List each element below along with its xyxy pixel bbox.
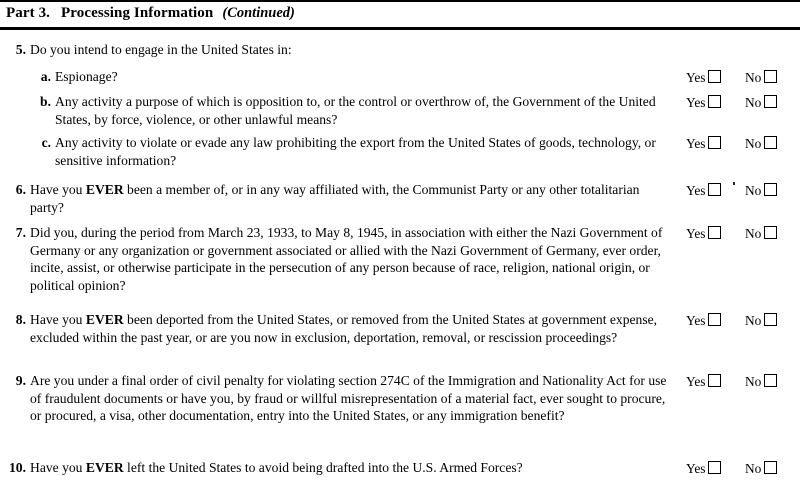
no-option[interactable] <box>745 93 777 111</box>
yes-label: Yes <box>686 95 706 111</box>
no-checkbox[interactable] <box>764 70 777 83</box>
yes-checkbox[interactable] <box>708 70 721 83</box>
question-text: Have you EVER left the United States to avoid being drafted into the U.S. Armed Forces? <box>30 460 523 475</box>
no-checkbox[interactable] <box>764 183 777 196</box>
no-option[interactable] <box>745 181 777 199</box>
no-label: No <box>745 183 762 199</box>
no-label: No <box>745 136 762 152</box>
yes-checkbox[interactable] <box>708 136 721 149</box>
section-header-text <box>6 5 295 21</box>
yes-label: Yes <box>686 313 706 329</box>
yes-option[interactable] <box>686 134 721 152</box>
answer-group <box>684 372 800 389</box>
no-checkbox[interactable] <box>764 374 777 387</box>
answer-group <box>684 224 800 241</box>
no-option[interactable] <box>745 224 777 242</box>
question-number: 7. <box>15 225 26 240</box>
question-text: Any activity to violate or evade any law prohibiting the export from the United States of goods, technology, or sensitive information? <box>55 135 656 168</box>
yes-label: Yes <box>686 461 706 477</box>
yes-label: Yes <box>686 183 706 199</box>
no-option[interactable] <box>745 68 777 86</box>
no-checkbox[interactable] <box>764 226 777 239</box>
yes-checkbox[interactable] <box>708 226 721 239</box>
question-number: b. <box>40 94 51 109</box>
no-checkbox[interactable] <box>764 136 777 149</box>
part-label: Part 3. <box>6 5 51 21</box>
yes-label: Yes <box>686 136 706 152</box>
question-number: c. <box>41 135 51 150</box>
question-text: Espionage? <box>55 69 118 84</box>
answer-group <box>684 311 800 328</box>
yes-label: Yes <box>686 70 706 86</box>
question-text: Did you, during the period from March 23, 1933, to May 8, 1945, in association with either the Nazi Government of Germany or any organization or government associated or allied with the Nazi Government of Germany, ever order, incite, assist, or otherwise participate in the persecution of any person because of race, religion, national origin, or political opinion? <box>30 225 663 293</box>
yes-checkbox[interactable] <box>708 374 721 387</box>
no-label: No <box>745 313 762 329</box>
question-number: a. <box>40 69 51 84</box>
answer-group <box>684 459 800 476</box>
no-checkbox[interactable] <box>764 461 777 474</box>
yes-option[interactable] <box>686 181 721 199</box>
no-label: No <box>745 226 762 242</box>
answer-group <box>684 181 800 198</box>
no-option[interactable] <box>745 134 777 152</box>
yes-checkbox[interactable] <box>708 95 721 108</box>
part-continued-label: (Continued) <box>222 5 295 21</box>
yes-checkbox[interactable] <box>708 461 721 474</box>
yes-option[interactable] <box>686 93 721 111</box>
section-header <box>0 0 800 30</box>
yes-label: Yes <box>686 226 706 242</box>
yes-checkbox[interactable] <box>708 183 721 196</box>
scan-artifact-speck <box>733 182 735 185</box>
no-option[interactable] <box>745 311 777 329</box>
no-label: No <box>745 461 762 477</box>
yes-option[interactable] <box>686 311 721 329</box>
no-label: No <box>745 70 762 86</box>
question-number: 8. <box>15 312 26 327</box>
question-number: 9. <box>15 373 26 388</box>
question-text: Are you under a final order of civil penalty for violating section 274C of the Immigration and Nationality Act for use of fraudulent documents or have you, by fraud or willful misrepresentation of a material fact, ever sought to procure, or procured, a visa, other documentation, entry into the United States, or any immigration benefit? <box>30 373 667 424</box>
yes-option[interactable] <box>686 372 721 390</box>
no-label: No <box>745 95 762 111</box>
yes-checkbox[interactable] <box>708 313 721 326</box>
yes-option[interactable] <box>686 224 721 242</box>
answer-group <box>684 93 800 110</box>
answer-group <box>684 134 800 151</box>
no-label: No <box>745 374 762 390</box>
yes-label: Yes <box>686 374 706 390</box>
question-text: Do you intend to engage in the United States in: <box>30 42 292 57</box>
part-title: Processing Information <box>61 5 214 21</box>
no-checkbox[interactable] <box>764 95 777 108</box>
yes-option[interactable] <box>686 459 721 477</box>
question-number: 10. <box>9 460 26 475</box>
question-number: 5. <box>15 42 26 57</box>
answer-group <box>684 68 800 85</box>
question-number: 6. <box>15 182 26 197</box>
question-text: Any activity a purpose of which is opposition to, or the control or overthrow of, the Government of the United States, by force, violence, or other unlawful means? <box>55 94 656 127</box>
no-option[interactable] <box>745 459 777 477</box>
no-checkbox[interactable] <box>764 313 777 326</box>
no-option[interactable] <box>745 372 777 390</box>
question-text: Have you EVER been a member of, or in any way affiliated with, the Communist Party or any other totalitarian party? <box>30 182 640 215</box>
question-text: Have you EVER been deported from the United States, or removed from the United States at government expense, excluded within the past year, or are you now in exclusion, deportation, removal, or rescission proceedings? <box>30 312 658 345</box>
yes-option[interactable] <box>686 68 721 86</box>
